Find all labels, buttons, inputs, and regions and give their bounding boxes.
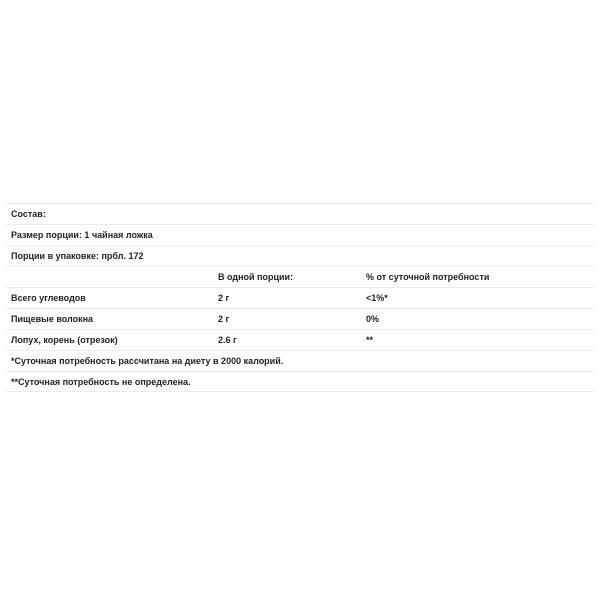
table-row — [6, 287, 594, 308]
footnote-not-established: **Суточная потребность не определена. — [11, 377, 191, 387]
nutrient-name: Пищевые волокна — [11, 314, 94, 324]
nutrient-amount: 2 г — [218, 293, 230, 303]
nutrient-daily-value: <1%* — [366, 293, 388, 303]
serving-size-text: Размер порции: 1 чайная ложка — [11, 230, 153, 240]
composition-row — [6, 203, 594, 224]
composition-label: Состав: — [11, 209, 46, 219]
servings-per-container-row — [6, 245, 594, 266]
nutrient-amount: 2 г — [218, 314, 230, 324]
nutrient-daily-value: 0% — [366, 314, 380, 324]
serving-size-row — [6, 224, 594, 245]
nutrient-amount: 2.6 г — [218, 335, 237, 345]
footnote-row — [6, 371, 594, 392]
per-serving-header: В одной порции: — [218, 272, 294, 282]
servings-per-container-text: Порции в упаковке: прбл. 172 — [11, 251, 144, 261]
daily-value-header: % от суточной потребности — [366, 272, 490, 282]
footnote-daily-value-basis: *Суточная потребность рассчитана на диету в 2000 калорий. — [11, 356, 284, 366]
table-row — [6, 308, 594, 329]
nutrient-daily-value: ** — [366, 335, 374, 345]
table-row — [6, 329, 594, 350]
supplement-facts-table — [6, 203, 594, 392]
nutrient-name: Лопух, корень (отрезок) — [11, 335, 118, 345]
nutrient-name: Всего углеводов — [11, 293, 86, 303]
footnote-row — [6, 350, 594, 371]
column-header-row — [6, 266, 594, 287]
